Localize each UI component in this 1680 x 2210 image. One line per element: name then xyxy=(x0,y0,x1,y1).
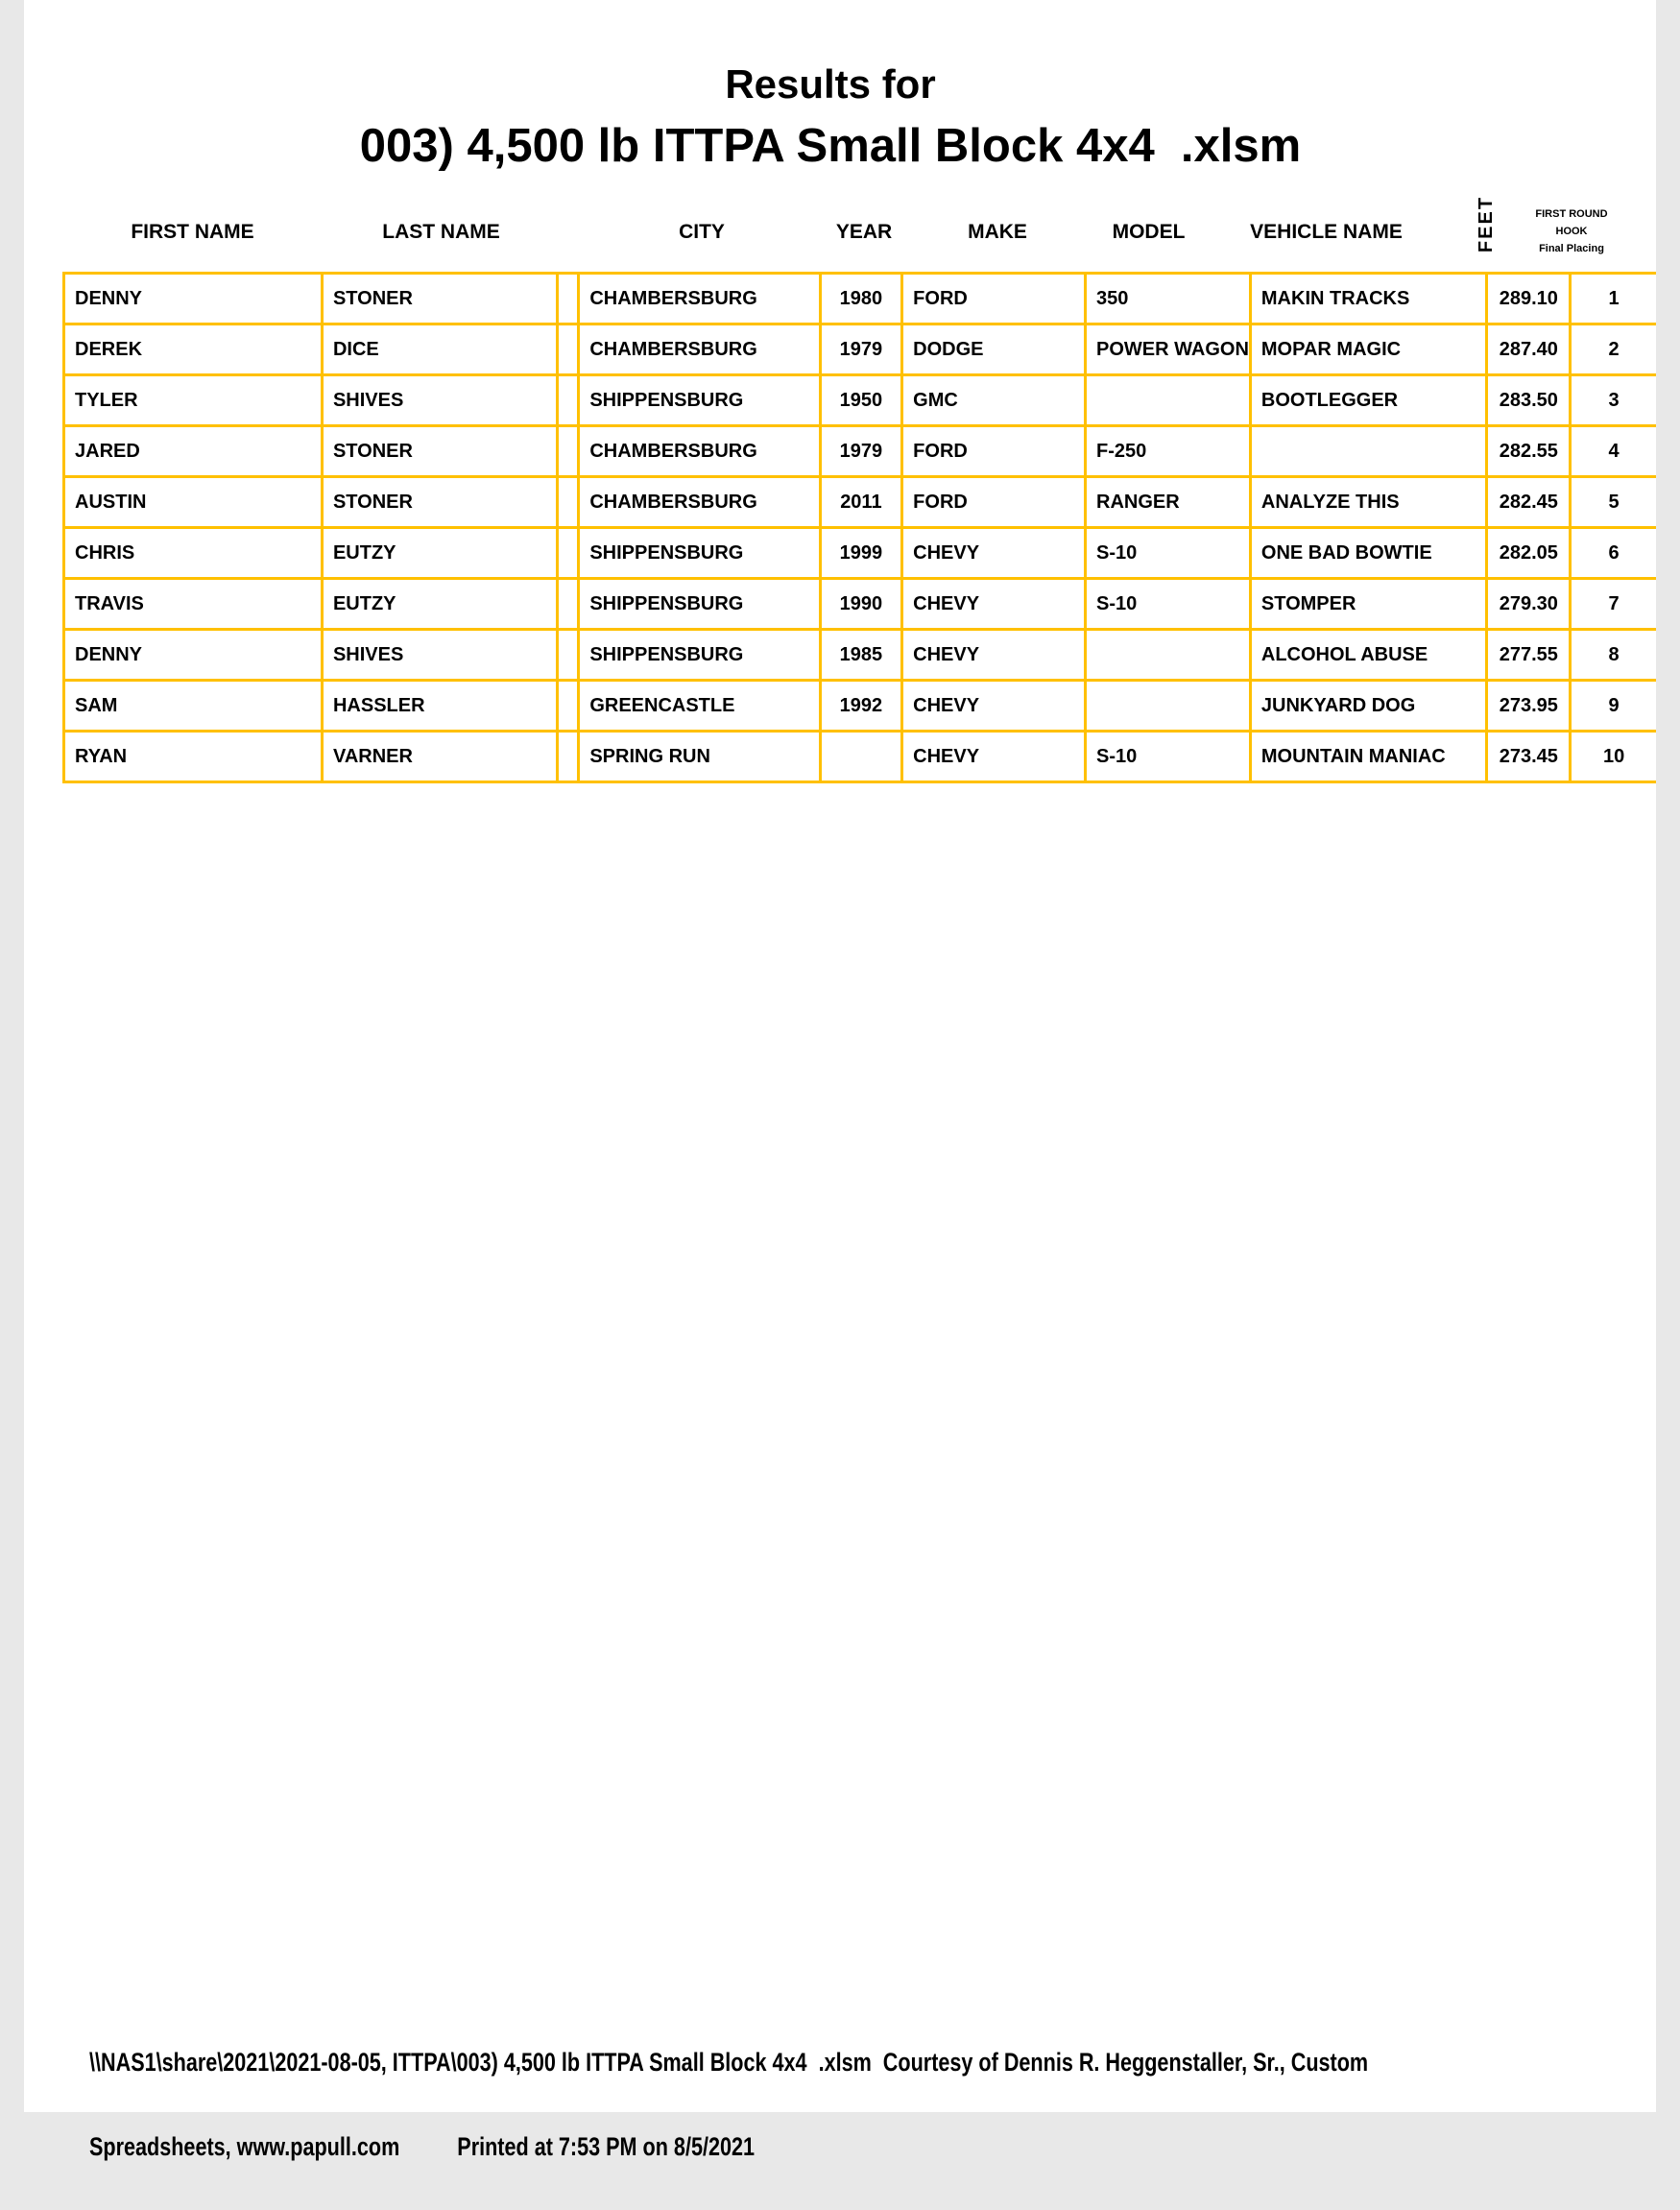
cell-vehicle-name: ANALYZE THIS xyxy=(1250,477,1487,528)
page-footer xyxy=(60,1999,1654,2210)
table-row xyxy=(64,579,1657,630)
cell-model: S-10 xyxy=(1086,732,1251,782)
cell-city: SHIPPENSBURG xyxy=(579,375,820,426)
cell-model: RANGER xyxy=(1086,477,1251,528)
table-row xyxy=(64,681,1657,732)
cell-make: FORD xyxy=(902,477,1086,528)
cell-city: SPRING RUN xyxy=(579,732,820,782)
cell-feet: 287.40 xyxy=(1487,324,1571,375)
cell-final-placing: 4 xyxy=(1571,426,1656,477)
cell-feet: 282.05 xyxy=(1487,528,1571,579)
cell-last-name: STONER xyxy=(322,477,557,528)
results-table xyxy=(62,272,1656,783)
cell-final-placing: 1 xyxy=(1571,274,1656,324)
cell-city: CHAMBERSBURG xyxy=(579,477,820,528)
cell-final-placing: 10 xyxy=(1571,732,1656,782)
cell-first-name: DENNY xyxy=(64,274,323,324)
cell-model: F-250 xyxy=(1086,426,1251,477)
cell-last-name: EUTZY xyxy=(322,579,557,630)
cell-model xyxy=(1086,630,1251,681)
cell-vehicle-name: MOPAR MAGIC xyxy=(1250,324,1487,375)
header-last-name: LAST NAME xyxy=(382,221,500,243)
cell-final-placing: 8 xyxy=(1571,630,1656,681)
cell-last-name: STONER xyxy=(322,274,557,324)
cell-city: GREENCASTLE xyxy=(579,681,820,732)
cell-year: 2011 xyxy=(820,477,902,528)
page-subtitle-filename: 003) 4,500 lb ITTPA Small Block 4x4 .xlsm xyxy=(359,120,1302,172)
cell-model: S-10 xyxy=(1086,528,1251,579)
table-row xyxy=(64,630,1657,681)
cell-first-name: JARED xyxy=(64,426,323,477)
table-header-row xyxy=(62,184,1615,269)
cell-final-placing: 9 xyxy=(1571,681,1656,732)
header-feet xyxy=(1445,184,1528,269)
header-final-placing xyxy=(1528,184,1615,269)
header-make: MAKE xyxy=(968,221,1027,243)
cell-feet: 282.45 xyxy=(1487,477,1571,528)
hook-header-line2: HOOK xyxy=(1555,225,1588,237)
header-year: YEAR xyxy=(835,221,893,243)
cell-year xyxy=(820,732,902,782)
results-table-body xyxy=(64,274,1657,782)
cell-spacer xyxy=(558,681,579,732)
cell-last-name: HASSLER xyxy=(322,681,557,732)
feet-rotated-label: FEET xyxy=(1476,195,1497,252)
header-city: CITY xyxy=(679,221,725,243)
cell-make: FORD xyxy=(902,426,1086,477)
footer-line1: \\NAS1\share\2021\2021-08-05, ITTPA\003) 4,500 lb ITTPA Small Block 4x4 .xlsm Courtesy of Dennis R. Heggenstaller, Sr., Custom xyxy=(89,2048,1369,2077)
cell-last-name: VARNER xyxy=(322,732,557,782)
cell-first-name: TYLER xyxy=(64,375,323,426)
cell-feet: 273.45 xyxy=(1487,732,1571,782)
cell-year: 1979 xyxy=(820,324,902,375)
cell-first-name: DENNY xyxy=(64,630,323,681)
cell-spacer xyxy=(558,579,579,630)
cell-city: CHAMBERSBURG xyxy=(579,426,820,477)
cell-city: SHIPPENSBURG xyxy=(579,579,820,630)
cell-make: CHEVY xyxy=(902,681,1086,732)
cell-make: CHEVY xyxy=(902,732,1086,782)
cell-make: CHEVY xyxy=(902,630,1086,681)
cell-final-placing: 3 xyxy=(1571,375,1656,426)
cell-feet: 277.55 xyxy=(1487,630,1571,681)
table-row xyxy=(64,477,1657,528)
cell-vehicle-name: MOUNTAIN MANIAC xyxy=(1250,732,1487,782)
cell-year: 1979 xyxy=(820,426,902,477)
cell-spacer xyxy=(558,375,579,426)
cell-vehicle-name: ONE BAD BOWTIE xyxy=(1250,528,1487,579)
cell-vehicle-name: JUNKYARD DOG xyxy=(1250,681,1487,732)
cell-first-name: SAM xyxy=(64,681,323,732)
cell-vehicle-name: MAKIN TRACKS xyxy=(1250,274,1487,324)
cell-year: 1950 xyxy=(820,375,902,426)
cell-model xyxy=(1086,375,1251,426)
cell-final-placing: 2 xyxy=(1571,324,1656,375)
cell-first-name: RYAN xyxy=(64,732,323,782)
cell-model xyxy=(1086,681,1251,732)
cell-model: S-10 xyxy=(1086,579,1251,630)
table-row xyxy=(64,426,1657,477)
cell-vehicle-name: BOOTLEGGER xyxy=(1250,375,1487,426)
cell-year: 1985 xyxy=(820,630,902,681)
footer-line2: Spreadsheets, www.papull.com Printed at 7:53 PM on 8/5/2021 xyxy=(89,2132,756,2161)
cell-feet: 282.55 xyxy=(1487,426,1571,477)
header-vehicle-name: VEHICLE NAME xyxy=(1250,221,1403,243)
table-row xyxy=(64,375,1657,426)
cell-last-name: EUTZY xyxy=(322,528,557,579)
table-row xyxy=(64,732,1657,782)
cell-final-placing: 6 xyxy=(1571,528,1656,579)
cell-feet: 279.30 xyxy=(1487,579,1571,630)
header-spacer xyxy=(560,184,581,269)
table-row xyxy=(64,324,1657,375)
cell-city: CHAMBERSBURG xyxy=(579,324,820,375)
hook-header-line1: FIRST ROUND xyxy=(1535,207,1608,220)
cell-spacer xyxy=(558,274,579,324)
cell-last-name: SHIVES xyxy=(322,375,557,426)
cell-make: FORD xyxy=(902,274,1086,324)
cell-make: CHEVY xyxy=(902,579,1086,630)
cell-vehicle-name: ALCOHOL ABUSE xyxy=(1250,630,1487,681)
cell-model: POWER WAGON xyxy=(1086,324,1251,375)
cell-spacer xyxy=(558,477,579,528)
cell-city: CHAMBERSBURG xyxy=(579,274,820,324)
cell-last-name: SHIVES xyxy=(322,630,557,681)
cell-city: SHIPPENSBURG xyxy=(579,528,820,579)
cell-spacer xyxy=(558,528,579,579)
cell-vehicle-name xyxy=(1250,426,1487,477)
cell-vehicle-name: STOMPER xyxy=(1250,579,1487,630)
cell-final-placing: 5 xyxy=(1571,477,1656,528)
cell-last-name: STONER xyxy=(322,426,557,477)
page-title: Results for xyxy=(725,61,936,107)
cell-first-name: TRAVIS xyxy=(64,579,323,630)
cell-year: 1999 xyxy=(820,528,902,579)
cell-first-name: AUSTIN xyxy=(64,477,323,528)
cell-spacer xyxy=(558,630,579,681)
cell-make: DODGE xyxy=(902,324,1086,375)
cell-first-name: CHRIS xyxy=(64,528,323,579)
cell-final-placing: 7 xyxy=(1571,579,1656,630)
results-page xyxy=(24,0,1656,2161)
cell-feet: 289.10 xyxy=(1487,274,1571,324)
cell-year: 1990 xyxy=(820,579,902,630)
cell-make: CHEVY xyxy=(902,528,1086,579)
cell-feet: 273.95 xyxy=(1487,681,1571,732)
cell-last-name: DICE xyxy=(322,324,557,375)
cell-make: GMC xyxy=(902,375,1086,426)
cell-model: 350 xyxy=(1086,274,1251,324)
cell-year: 1980 xyxy=(820,274,902,324)
cell-spacer xyxy=(558,426,579,477)
cell-city: SHIPPENSBURG xyxy=(579,630,820,681)
cell-year: 1992 xyxy=(820,681,902,732)
hook-header-line3: Final Placing xyxy=(1539,242,1604,254)
cell-spacer xyxy=(558,732,579,782)
cell-first-name: DEREK xyxy=(64,324,323,375)
cell-spacer xyxy=(558,324,579,375)
header-first-name: FIRST NAME xyxy=(131,221,254,243)
cell-feet: 283.50 xyxy=(1487,375,1571,426)
table-row xyxy=(64,528,1657,579)
header-model: MODEL xyxy=(1112,221,1186,243)
table-row xyxy=(64,274,1657,324)
